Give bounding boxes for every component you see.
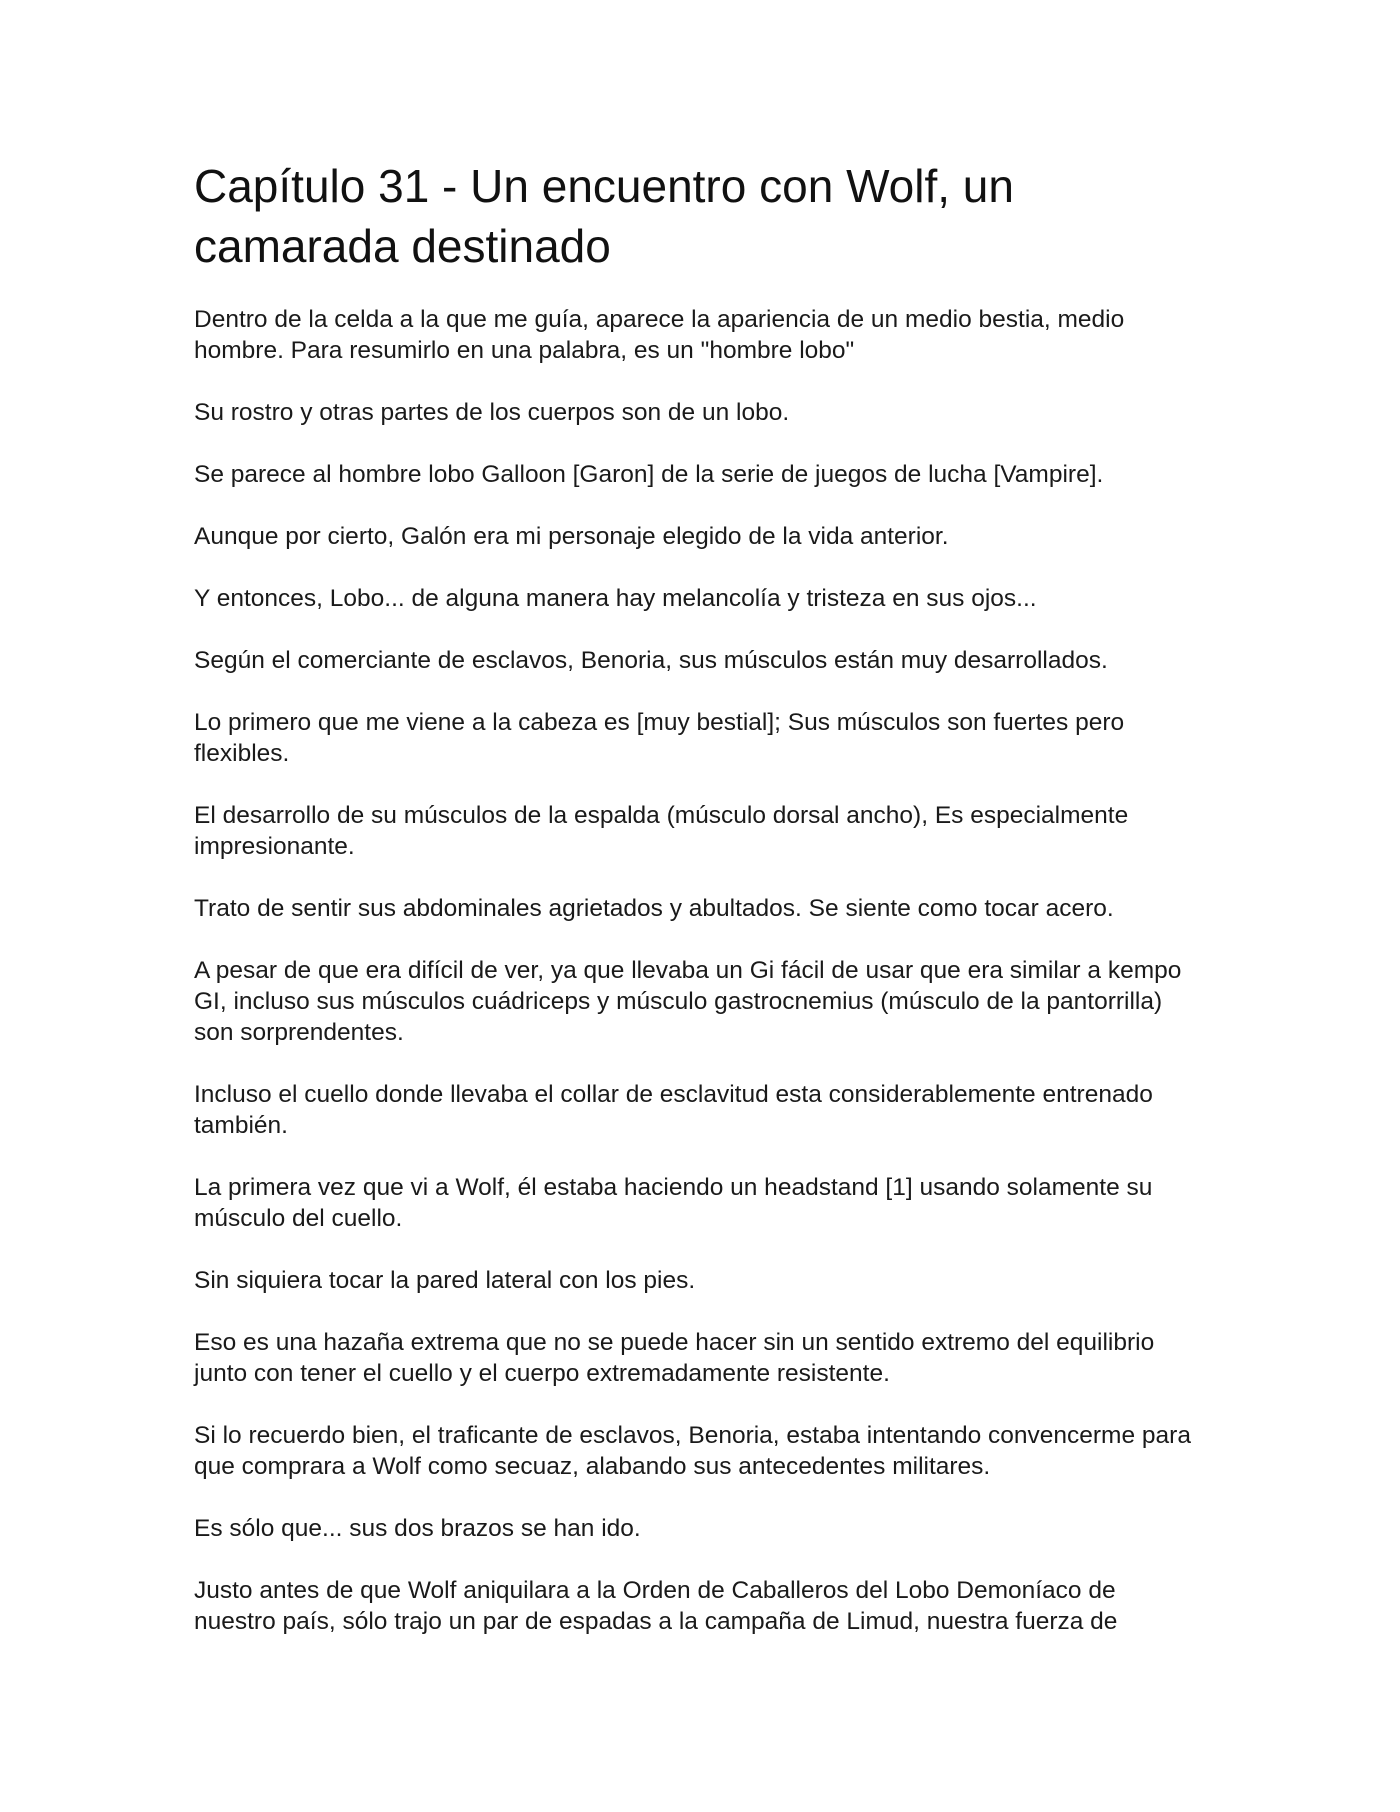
paragraph: Si lo recuerdo bien, el traficante de esclavos, Benoria, estaba intentando convencerme para que comprara a Wolf como secuaz, alabando sus antecedentes militares. <box>194 1422 1191 1480</box>
paragraph: Sin siquiera tocar la pared lateral con los pies. <box>194 1267 696 1294</box>
paragraph: Se parece al hombre lobo Galloon [Garon] de la serie de juegos de lucha [Vampire]. <box>194 461 1104 488</box>
paragraph: A pesar de que era difícil de ver, ya que llevaba un Gi fácil de usar que era similar a kempo GI, incluso sus músculos cuádriceps y músculo gastrocnemius (músculo de la pantorrilla) son sorprendentes. <box>194 957 1182 1046</box>
paragraph: Justo antes de que Wolf aniquilara a la Orden de Caballeros del Lobo Demoníaco de nuestro país, sólo trajo un par de espadas a la campaña de Limud, nuestra fuerza de <box>194 1577 1118 1635</box>
paragraph: Trato de sentir sus abdominales agrietados y abultados. Se siente como tocar acero. <box>194 895 1114 922</box>
paragraph: Según el comerciante de esclavos, Benoria, sus músculos están muy desarrollados. <box>194 647 1108 674</box>
paragraph: Incluso el cuello donde llevaba el collar de esclavitud esta considerablemente entrenado también. <box>194 1081 1153 1139</box>
paragraph: La primera vez que vi a Wolf, él estaba haciendo un headstand [1] usando solamente su músculo del cuello. <box>194 1174 1153 1232</box>
document-page <box>194 156 1204 1668</box>
paragraph: Es sólo que... sus dos brazos se han ido. <box>194 1515 641 1542</box>
chapter-body <box>194 304 1204 1637</box>
paragraph: Y entonces, Lobo... de alguna manera hay melancolía y tristeza en sus ojos... <box>194 585 1037 612</box>
paragraph: Aunque por cierto, Galón era mi personaje elegido de la vida anterior. <box>194 523 949 550</box>
paragraph: Su rostro y otras partes de los cuerpos son de un lobo. <box>194 399 790 426</box>
paragraph: Lo primero que me viene a la cabeza es [muy bestial]; Sus músculos son fuertes pero flexibles. <box>194 709 1125 767</box>
paragraph: Eso es una hazaña extrema que no se puede hacer sin un sentido extremo del equilibrio junto con tener el cuello y el cuerpo extremadamente resistente. <box>194 1329 1155 1387</box>
paragraph: Dentro de la celda a la que me guía, aparece la apariencia de un medio bestia, medio hombre. Para resumirlo en una palabra, es un "hombre lobo" <box>194 306 1125 364</box>
chapter-title: Capítulo 31 - Un encuentro con Wolf, un camarada destinado <box>194 160 1014 272</box>
paragraph: El desarrollo de su músculos de la espalda (músculo dorsal ancho), Es especialmente impresionante. <box>194 802 1129 860</box>
